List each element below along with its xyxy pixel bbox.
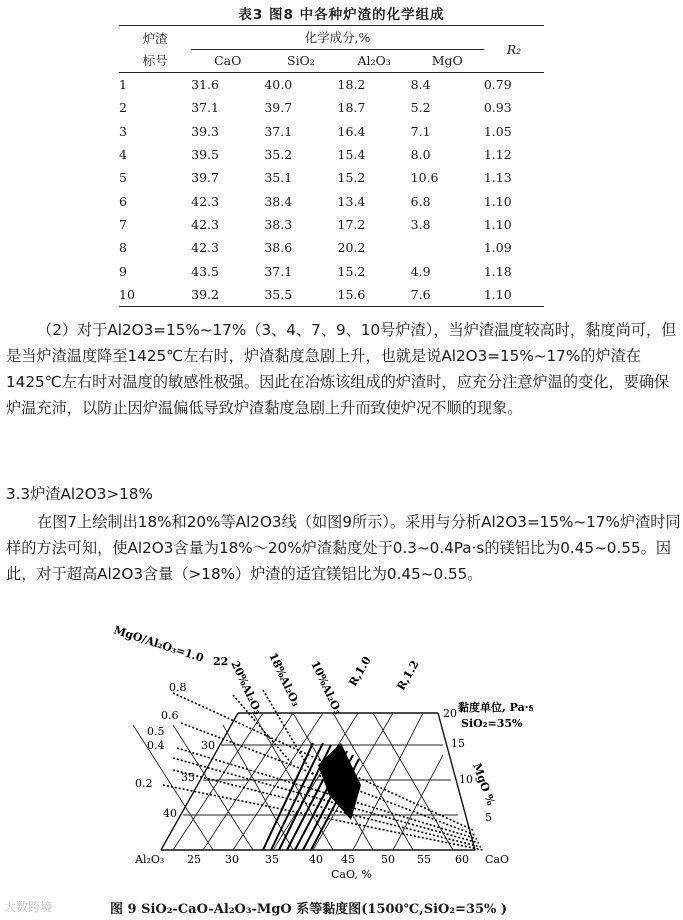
col-header-cao: CaO [214,53,242,69]
watermark: 大数跨境 [4,900,53,914]
ratio-label: 0.2 [135,777,153,790]
left-tick: 30 [201,739,215,752]
table-cell-mgo [411,236,484,259]
table-cell-r2: 1.05 [483,123,512,139]
bottom-tick: 55 [417,853,431,866]
table-cell-sio2: 35.2 [264,147,293,163]
table-cell-al2o3: 20.2 [337,240,366,256]
ratio-label: 0.4 [147,739,165,752]
al2o3-line-label: 10%Al₂O₃ [308,658,345,717]
table-cell-sio2: 35.1 [264,170,293,186]
table-cell-id: 6 [119,193,127,209]
viscosity-diagram [113,625,533,897]
table-row [119,213,544,236]
table-cell-id: 3 [119,123,127,139]
bottom-tick: 60 [455,853,469,866]
col-header-id [119,26,191,73]
table-cell-id: 8 [119,240,127,256]
sio2-label: SiO₂=35% [461,717,523,730]
table-cell-al2o3: 16.4 [337,123,366,139]
corner-right: CaO [485,853,509,866]
table-cell-al2o3: 17.2 [337,216,366,232]
bottom-tick: 25 [187,853,201,866]
table-cell-id: 5 [119,170,127,186]
ratio-label: 0.6 [161,709,179,722]
table-cell-mgo: 8.4 [410,77,431,93]
table-cell-cao: 31.6 [191,77,219,93]
table-cell-mgo: 10.6 [410,170,439,186]
col-header-sio2: SiO₂ [287,53,315,69]
table-cell-al2o3: 18.7 [337,100,366,116]
table-cell-r2: 1.13 [483,170,512,186]
table-cell-sio2: 39.7 [264,100,293,116]
table-row [119,166,544,189]
right-tick: 5 [485,811,492,824]
col-header-id-line1: 炉渣 [142,31,168,46]
bottom-tick: 50 [381,853,395,866]
table-cell-al2o3: 15.6 [337,286,366,302]
label-mgo-al2o3: MgO/Al₂O₃=1.0 [113,625,206,665]
table-cell-al2o3: 15.2 [337,170,366,186]
table-cell-sio2: 38.3 [264,216,293,232]
table-cell-id: 7 [119,216,127,232]
viscosity-figure [113,625,533,901]
table-cell-id: 2 [119,100,127,116]
col-header-r2: R₂ [506,41,522,57]
table-cell-mgo: 4.9 [410,263,431,279]
bottom-tick: 30 [225,853,239,866]
table-cell-cao: 42.3 [191,216,219,232]
table-row [119,189,544,212]
col-header-mgo: MgO [431,53,463,69]
table-cell-r2: 1.10 [483,216,512,232]
table-row [119,143,544,166]
figure-caption: 图 9 SiO₂-CaO-Al₂O₃-MgO 系等黏度图(1500℃,SiO₂=35% ) [110,902,508,917]
left-tick: 40 [163,807,177,820]
table-cell-r2: 1.18 [483,263,512,279]
table-cell-mgo: 5.2 [410,100,431,116]
table-cell-mgo: 7.6 [410,286,431,302]
table-cell-al2o3: 15.4 [337,147,366,163]
table-cell-id: 1 [119,77,127,93]
right-axis-title: MgO % [470,761,498,808]
right-tick: 10 [459,773,473,786]
col-header-al2o3: Al₂O₃ [357,53,391,69]
table-cell-r2: 0.93 [483,100,512,116]
paragraph-2: 在图7上绘制出18%和20%等Al2O3线（如图9所示）。采用与分析Al2O3=15%~17%炉渣时同样的方法可知，使Al2O3含量为18%～20%炉渣黏度处于0.3~0.4Pa·s的镁铝比为0.45~0.55。因此，对于超高Al2O3含量（>18%）炉渣的适宜镁铝比为0.45~0.55。 [6,513,681,583]
ratio-label: 0.5 [147,725,165,738]
table-cell-r2: 1.10 [483,286,512,302]
ratio-label: 0.8 [169,681,187,694]
composition-table [119,25,544,307]
table-cell-mgo: 6.8 [410,193,431,209]
table-cell-r2: 0.79 [483,77,512,93]
table-row [119,236,544,259]
paragraph-1: （2）对于Al2O3=15%~17%（3、4、7、9、10号炉渣），当炉渣温度较高时，黏度尚可，但是当炉渣温度降至1425℃左右时，炉渣黏度急剧上升，也就是说Al2O3=15%~17%的炉渣在1425℃左右时对温度的敏感性极强。因此在冶炼该组成的炉渣时，应充分注意炉温的变化，要确保炉温充沛，以防止因炉温偏低导致炉渣黏度急剧上升而致使炉况不顺的现象。 [6,321,677,417]
right-tick: 20 [443,707,457,720]
r-label: R,1.2 [394,658,422,693]
table-cell-cao: 42.3 [191,240,219,256]
table-cell-sio2: 37.1 [264,123,293,139]
table-cell-cao: 39.3 [191,123,219,139]
right-tick: 15 [451,737,465,750]
table-cell-cao: 42.3 [191,193,219,209]
bottom-tick: 40 [309,853,323,866]
section-heading: 3.3炉渣Al2O3>18% [6,485,153,503]
group-header: 化学成分,% [191,26,484,50]
bottom-tick: 35 [265,853,279,866]
left-tick: 35 [181,771,195,784]
table-cell-mgo: 7.1 [410,123,431,139]
table-cell-al2o3: 15.2 [337,263,366,279]
bottom-tick: 45 [341,853,355,866]
table-cell-cao: 39.2 [191,286,219,302]
al2o3-line-label: 22 [213,655,229,668]
table-cell-r2: 1.12 [483,147,512,163]
table-cell-mgo: 3.8 [410,216,431,232]
table-row [119,73,544,97]
col-header-id-line2: 标号 [142,53,168,68]
table-cell-r2: 1.10 [483,193,512,209]
table-cell-id: 4 [119,147,127,163]
table-cell-sio2: 37.1 [264,263,293,279]
al2o3-line-label: 20%Al₂O₃ [228,658,265,717]
figure-labels [113,625,533,881]
corner-left: Al₂O₃ [135,853,165,866]
unit-label: 黏度单位, Pa·s [458,701,533,714]
r-label: R,1.0 [346,654,374,689]
table-cell-r2: 1.09 [483,240,512,256]
bottom-axis-title: CaO, % [331,868,372,881]
table-cell-cao: 39.7 [191,170,219,186]
table-cell-sio2: 40.0 [264,77,293,93]
table-cell-id: 10 [119,286,135,302]
table-cell-sio2: 35.5 [264,286,293,302]
table-row [119,283,544,307]
table-row [119,96,544,119]
table-cell-sio2: 38.4 [264,193,293,209]
table-cell-id: 9 [119,263,127,279]
table-cell-cao: 37.1 [191,100,219,116]
table-cell-sio2: 38.6 [264,240,293,256]
table-cell-al2o3: 18.2 [337,77,366,93]
table-cell-al2o3: 13.4 [337,193,366,209]
table-cell-cao: 43.5 [191,263,219,279]
table-title: 表3 图8 中各种炉渣的化学组成 [238,7,445,23]
table-row [119,259,544,282]
table-row [119,120,544,143]
al2o3-line-label: 18%Al₂O₃ [266,650,303,709]
table-cell-mgo: 8.0 [410,147,431,163]
table-cell-cao: 39.5 [191,147,219,163]
